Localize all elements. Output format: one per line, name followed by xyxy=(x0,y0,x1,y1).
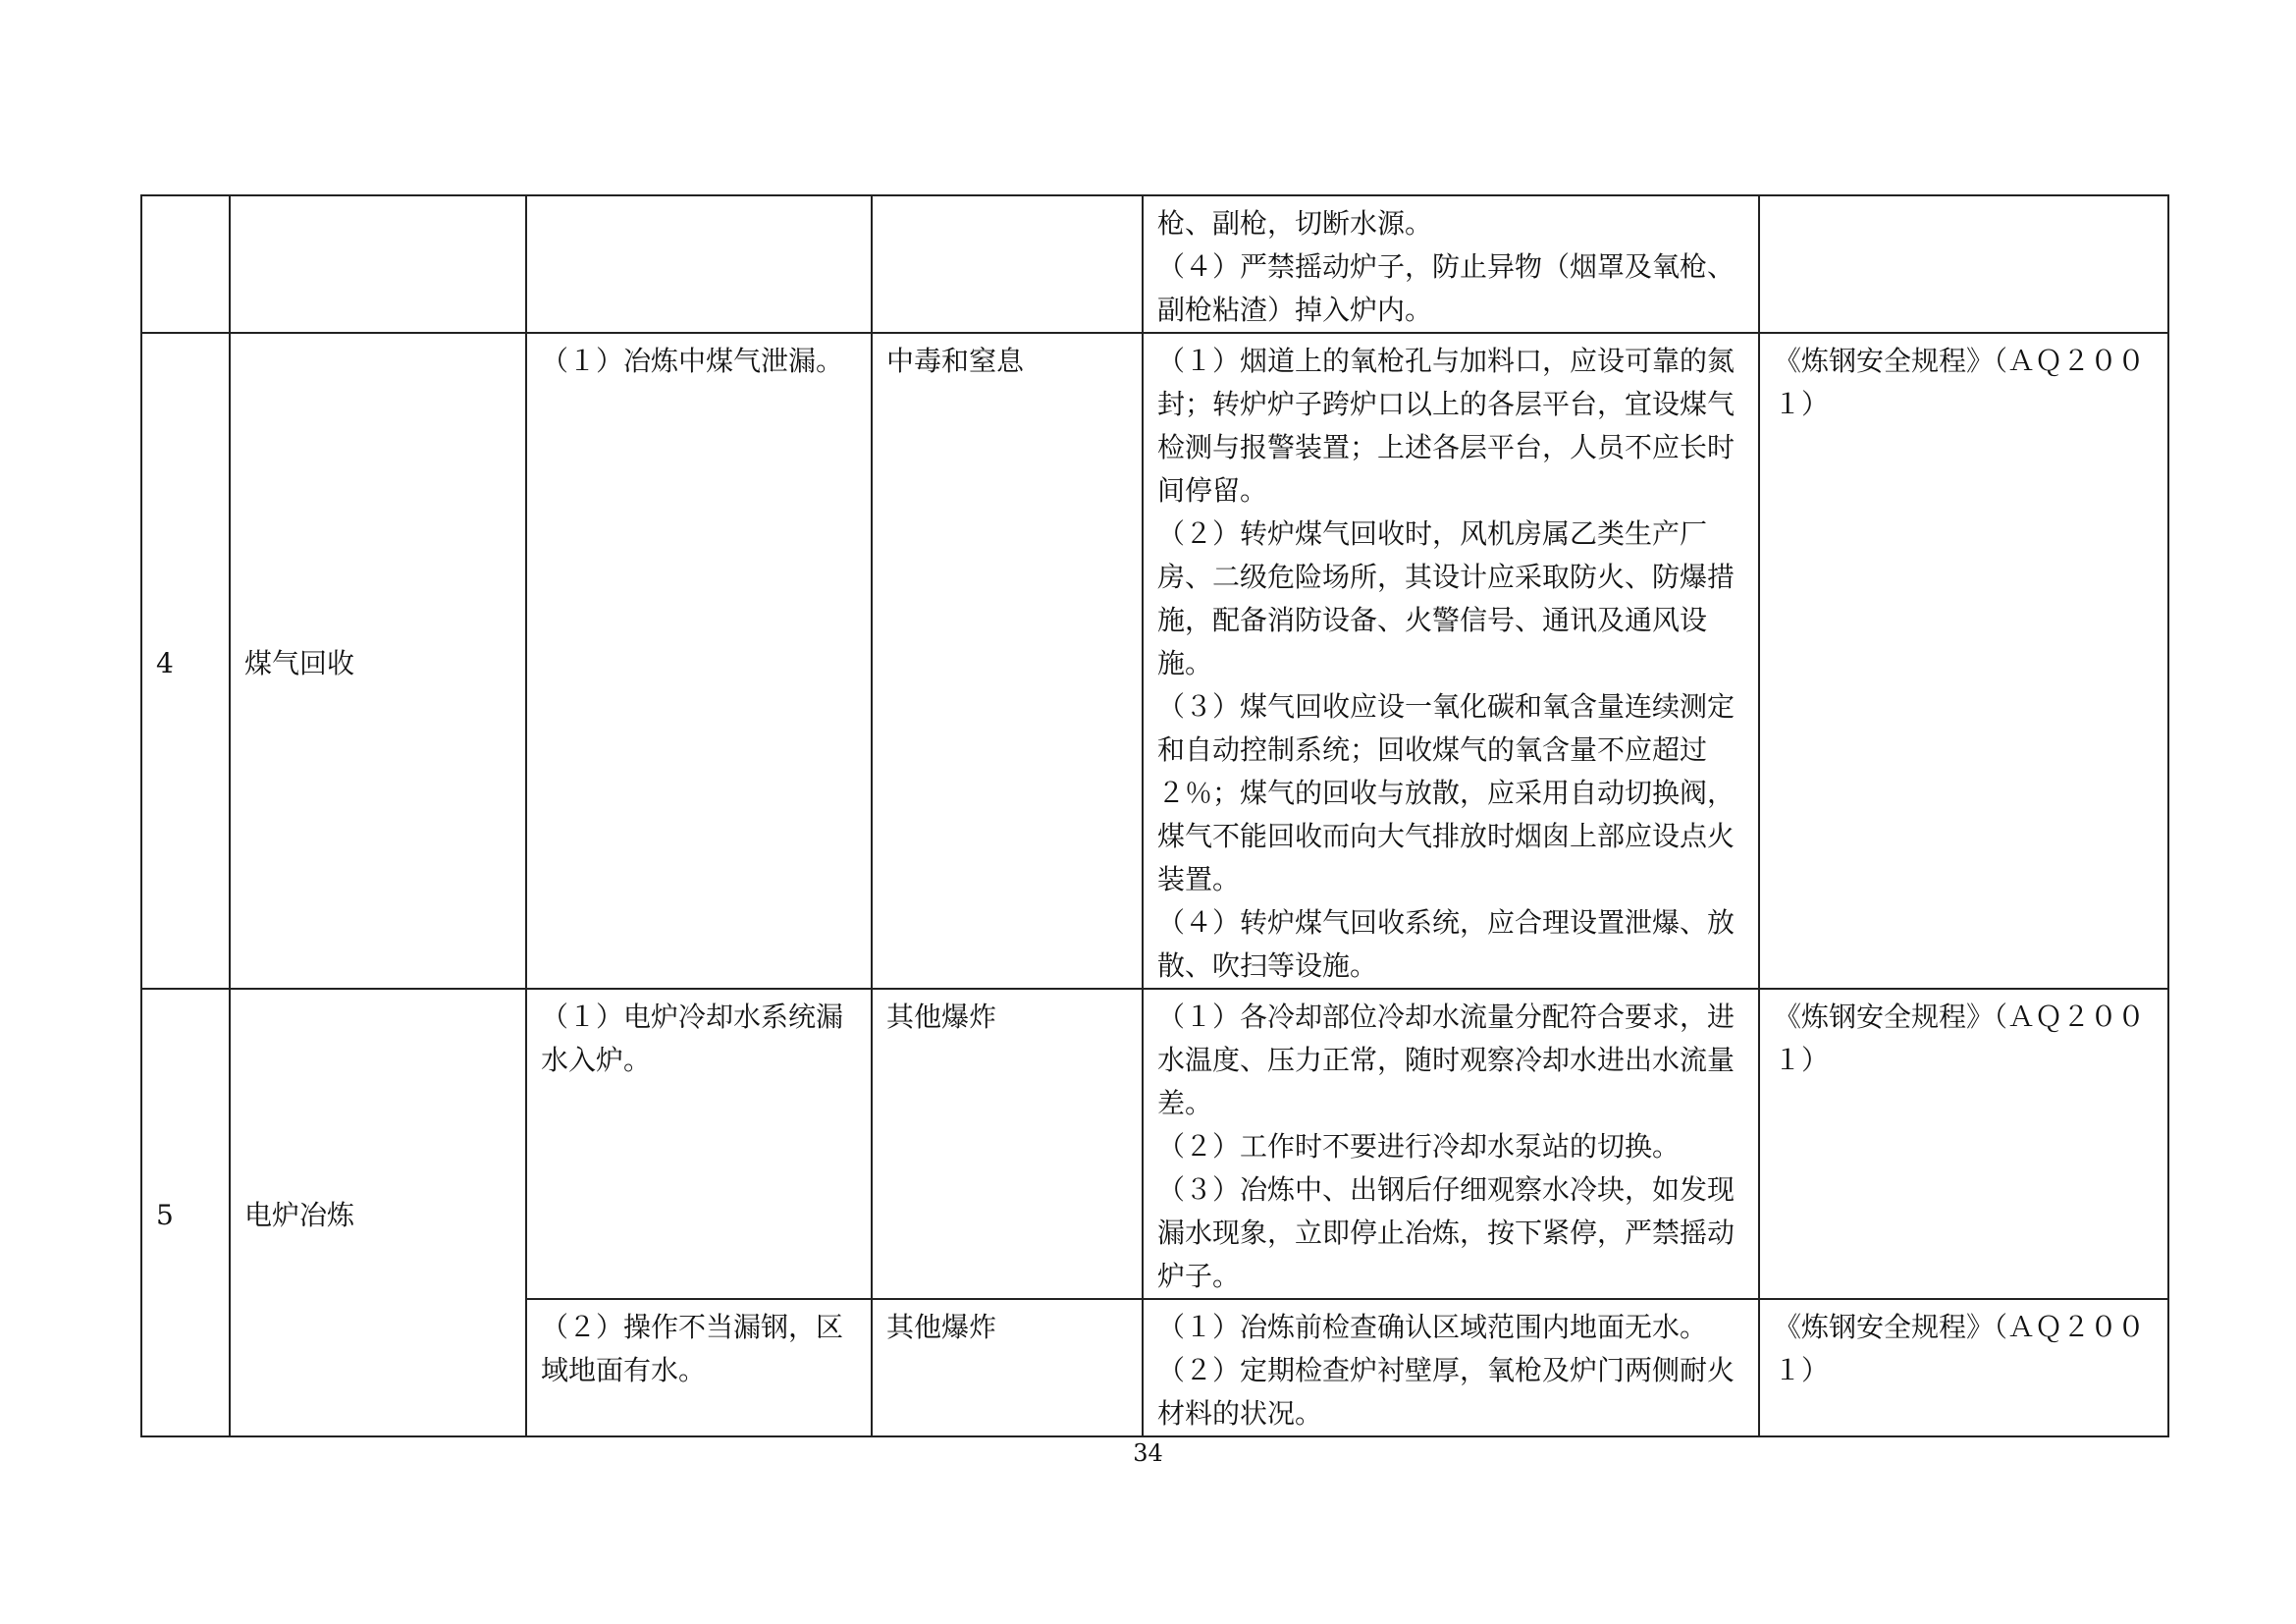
table-row xyxy=(141,333,2168,989)
measures-cell xyxy=(1143,333,1759,989)
measure-item: （３）煤气回收应设一氧化碳和氧含量连续测定和自动控制系统；回收煤气的氧含量不应超过２％；煤气的回收与放散，应采用自动切换阀，煤气不能回收而向大气排放时烟囱上部应设点火装置。 xyxy=(1157,690,1735,895)
measure-item: （１）烟道上的氧枪孔与加料口，应设可靠的氮封；转炉炉子跨炉口以上的各层平台，宜设煤气检测与报警装置；上述各层平台，人员不应长时间停留。 xyxy=(1157,345,1735,507)
table-row xyxy=(141,195,2168,333)
basis-cell xyxy=(1759,195,2168,333)
measures-cell xyxy=(1143,195,1759,333)
measure-item: 枪、副枪，切断水源。 xyxy=(1157,207,1433,240)
row-number-cell xyxy=(141,195,230,333)
measure-item: （１）冶炼前检查确认区域范围内地面无水。 xyxy=(1157,1311,1708,1343)
work-item-cell: 电炉冶炼 xyxy=(230,989,526,1436)
hazard-cell: （２）操作不当漏钢，区域地面有水。 xyxy=(526,1299,872,1436)
hazard-cell xyxy=(526,195,872,333)
hazard-cell: （１）冶炼中煤气泄漏。 xyxy=(526,333,872,989)
accident-type-cell: 中毒和窒息 xyxy=(872,333,1143,989)
table-row xyxy=(141,989,2168,1299)
accident-type-cell: 其他爆炸 xyxy=(872,1299,1143,1436)
measures-cell xyxy=(1143,989,1759,1299)
measure-item: （２）转炉煤气回收时，风机房属乙类生产厂房、二级危险场所，其设计应采取防火、防爆措施，配备消防设备、火警信号、通讯及通风设施。 xyxy=(1157,517,1735,679)
measure-item: （２）定期检查炉衬壁厚，氧枪及炉门两侧耐火材料的状况。 xyxy=(1157,1354,1735,1430)
measures-cell xyxy=(1143,1299,1759,1436)
accident-type-cell: 其他爆炸 xyxy=(872,989,1143,1299)
work-item-cell: 煤气回收 xyxy=(230,333,526,989)
measure-item: （４）转炉煤气回收系统，应合理设置泄爆、放散、吹扫等设施。 xyxy=(1157,906,1735,982)
measure-item: （３）冶炼中、出钢后仔细观察水冷块，如发现漏水现象，立即停止冶炼，按下紧停，严禁摇动炉子。 xyxy=(1157,1173,1735,1292)
work-item-cell xyxy=(230,195,526,333)
row-number-cell: 4 xyxy=(141,333,230,989)
measure-item: （２）工作时不要进行冷却水泵站的切换。 xyxy=(1157,1130,1681,1163)
measure-item: （１）各冷却部位冷却水流量分配符合要求，进水温度、压力正常，随时观察冷却水进出水流量差。 xyxy=(1157,1001,1735,1119)
row-number-cell: 5 xyxy=(141,989,230,1436)
hazard-cell: （１）电炉冷却水系统漏水入炉。 xyxy=(526,989,872,1299)
basis-cell: 《炼钢安全规程》（ＡＱ２００１） xyxy=(1759,1299,2168,1436)
page-number: 34 xyxy=(1133,1439,1163,1467)
basis-cell: 《炼钢安全规程》（ＡＱ２００１） xyxy=(1759,989,2168,1299)
basis-cell: 《炼钢安全规程》（ＡＱ２００１） xyxy=(1759,333,2168,989)
hazard-table xyxy=(140,194,2169,1437)
measure-item: （４）严禁摇动炉子，防止异物（烟罩及氧枪、副枪粘渣）掉入炉内。 xyxy=(1157,250,1735,326)
accident-type-cell xyxy=(872,195,1143,333)
